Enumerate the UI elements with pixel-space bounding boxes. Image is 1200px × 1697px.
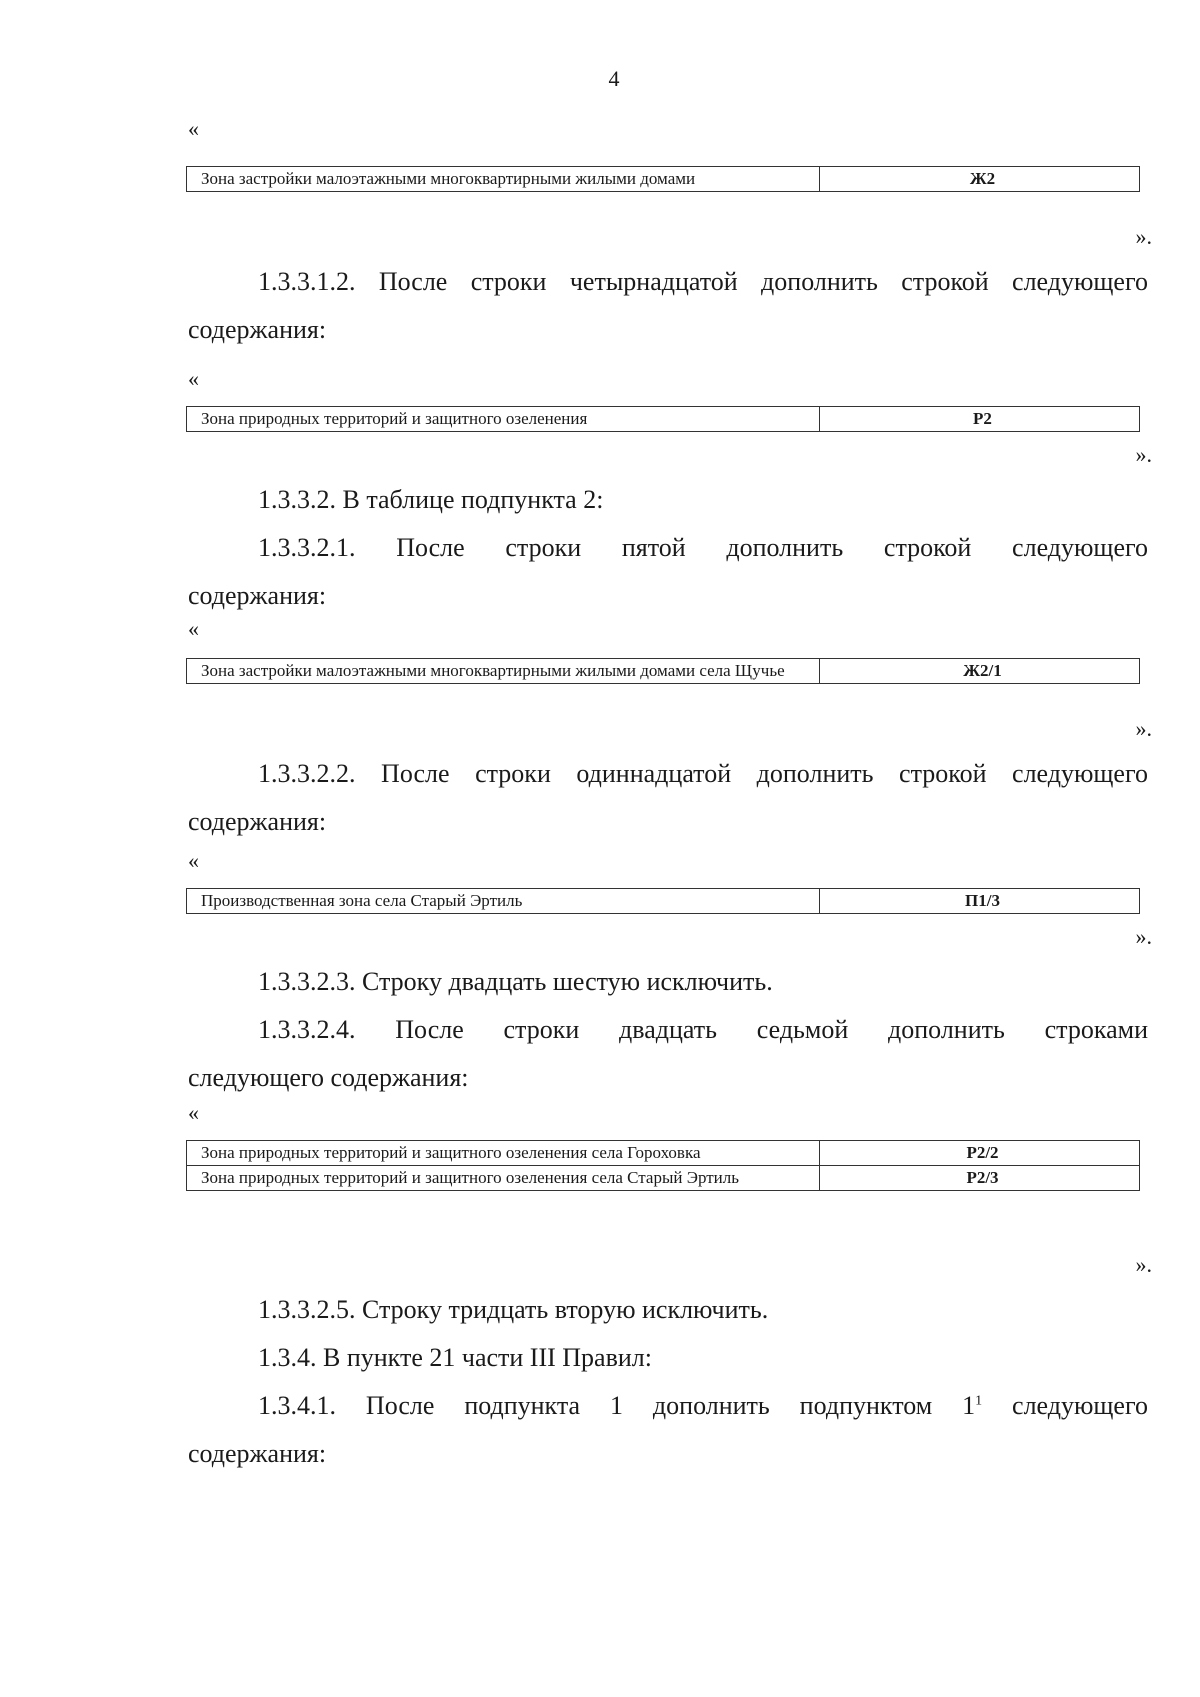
paragraph-line: содержания:: [188, 807, 327, 836]
paragraph-line: содержания:: [188, 581, 327, 610]
opening-quote: «: [188, 616, 199, 641]
superscript: 1: [975, 1393, 983, 1409]
paragraph-line: 1.3.3.2. В таблице подпункта 2:: [258, 485, 604, 514]
opening-quote: «: [188, 1100, 199, 1125]
opening-quote: «: [188, 116, 199, 141]
paragraph-line: 1.3.4. В пункте 21 части III Правил:: [258, 1343, 652, 1372]
paragraph-text: 1.3.4.1. После подпункта 1 дополнить подпунктом 1: [258, 1391, 976, 1420]
zone-code-cell: Р2/3: [820, 1166, 1140, 1191]
zone-table-5: [186, 1140, 1140, 1191]
zone-name-cell: Зона природных территорий и защитного озеленения села Гороховка: [187, 1141, 820, 1166]
paragraph-1-3-3-2-2: [188, 750, 1148, 846]
paragraph-line: содержания:: [188, 315, 327, 344]
zone-table-1: [186, 166, 1140, 192]
closing-quote: ».: [1135, 716, 1152, 741]
paragraph-line: [188, 1382, 1148, 1430]
paragraph-1-3-3-2-4: [188, 1006, 1148, 1102]
closing-quote: ».: [1135, 1252, 1152, 1277]
paragraph-line: 1.3.3.2.4. После строки двадцать седьмой дополнить строками: [258, 1015, 1148, 1044]
paragraph-line: 1.3.3.2.5. Строку тридцать вторую исключить.: [258, 1295, 769, 1324]
paragraph-line: следующего содержания:: [188, 1063, 469, 1092]
closing-quote: ».: [1135, 924, 1152, 949]
zone-code-cell: Ж2/1: [820, 659, 1140, 684]
paragraph-line: 1.3.3.2.3. Строку двадцать шестую исключить.: [258, 967, 773, 996]
paragraph-1-3-3-2-3: [188, 958, 1148, 1006]
zone-table-3: [186, 658, 1140, 684]
table-row: [187, 407, 1140, 432]
opening-quote: «: [188, 366, 199, 391]
paragraph-text: следующего: [982, 1391, 1148, 1420]
closing-quote: ».: [1135, 442, 1152, 467]
zone-name-cell: Зона застройки малоэтажными многоквартирными жилыми домами села Щучье: [187, 659, 820, 684]
zone-code-cell: Ж2: [820, 167, 1140, 192]
zone-code-cell: Р2/2: [820, 1141, 1140, 1166]
page-number: 4: [608, 66, 620, 91]
paragraph-1-3-4: [188, 1334, 1148, 1382]
zone-name-cell: Зона природных территорий и защитного озеленения села Старый Эртиль: [187, 1166, 820, 1191]
paragraph-1-3-3-2: [188, 476, 1148, 524]
paragraph-1-3-3-1-2: [188, 258, 1148, 354]
paragraph-1-3-3-2-5: [188, 1286, 1148, 1334]
paragraph-1-3-4-1: [188, 1382, 1148, 1478]
paragraph-line: 1.3.3.2.1. После строки пятой дополнить строкой следующего: [258, 533, 1148, 562]
table-row: [187, 1166, 1140, 1191]
paragraph-line: 1.3.3.1.2. После строки четырнадцатой дополнить строкой следующего: [258, 267, 1148, 296]
paragraph-1-3-3-2-1: [188, 524, 1148, 620]
table-row: [187, 167, 1140, 192]
table-row: [187, 659, 1140, 684]
zone-name-cell: Зона природных территорий и защитного озеленения: [187, 407, 820, 432]
zone-name-cell: Зона застройки малоэтажными многоквартирными жилыми домами: [187, 167, 820, 192]
closing-quote: ».: [1135, 224, 1152, 249]
paragraph-line: содержания:: [188, 1439, 327, 1468]
zone-table-4: [186, 888, 1140, 914]
zone-name-cell: Производственная зона села Старый Эртиль: [187, 889, 820, 914]
paragraph-line: 1.3.3.2.2. После строки одиннадцатой дополнить строкой следующего: [258, 759, 1148, 788]
zone-table-2: [186, 406, 1140, 432]
table-row: [187, 1141, 1140, 1166]
zone-code-cell: П1/3: [820, 889, 1140, 914]
zone-code-cell: Р2: [820, 407, 1140, 432]
opening-quote: «: [188, 848, 199, 873]
table-row: [187, 889, 1140, 914]
